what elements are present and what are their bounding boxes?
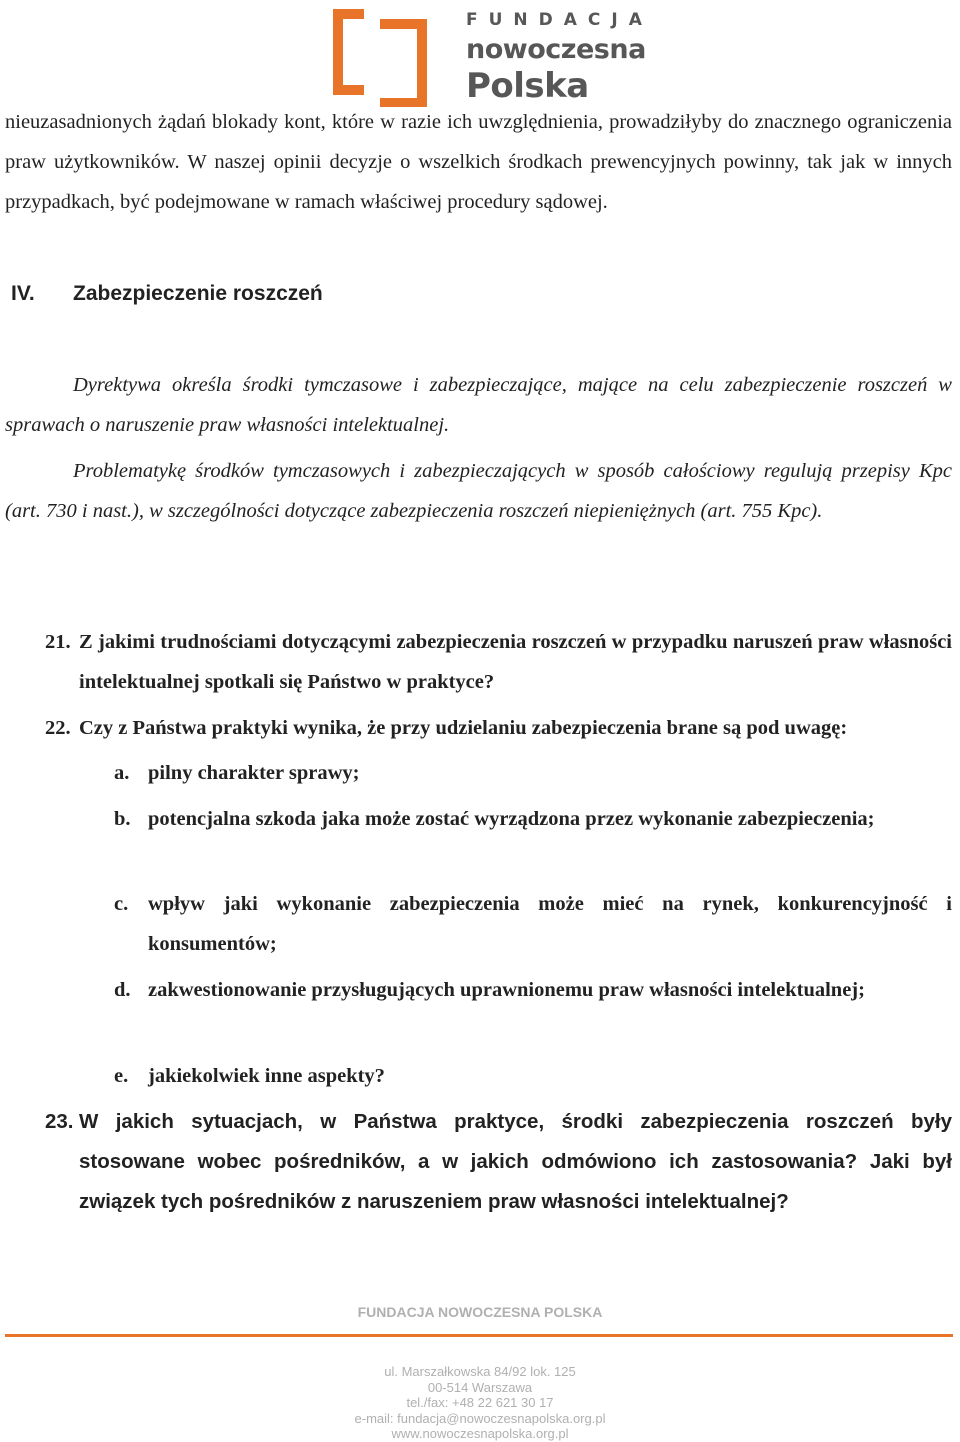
- logo-line-polska: Polska: [466, 66, 589, 106]
- italic-paragraph-2: [5, 451, 952, 531]
- list-item-letter: c.: [114, 893, 129, 915]
- footer-email[interactable]: e-mail: fundacja@nowoczesnapolska.org.pl: [354, 1410, 606, 1426]
- question-text: W jakich sytuacjach, w Państwa praktyce, środki zabezpieczenia roszczeń były stosowane wobec pośredników, a w jakich odmówiono ich zastosowania? Jaki był związek tych pośredników z naruszeniem praw własności intelektualnej?: [79, 1110, 952, 1213]
- logo-line-nowoczesna: nowoczesna: [466, 34, 646, 65]
- footer-website-link[interactable]: www.nowoczesnapolska.org.pl: [391, 1426, 569, 1442]
- list-item-letter: b.: [114, 808, 131, 830]
- section-title: Zabezpieczenie roszczeń: [73, 282, 323, 305]
- list-item-text: potencjalna szkoda jaka może zostać wyrządzona przez wykonanie zabezpieczenia;: [148, 808, 875, 830]
- list-item-b: [114, 799, 952, 839]
- list-item-letter: d.: [114, 979, 131, 1001]
- list-item-text: zakwestionowanie przysługujących uprawnionemu praw własności intelektualnej;: [148, 979, 865, 1001]
- list-item-d: [114, 970, 952, 1010]
- question-21: [45, 622, 952, 702]
- italic-paragraph-1: [5, 365, 952, 445]
- footer-address: ul. Marszałkowska 84/92 lok. 125: [384, 1364, 576, 1379]
- question-23: [45, 1102, 952, 1222]
- question-text: Z jakimi trudnościami dotyczącymi zabezpieczenia roszczeń w przypadku naruszeń praw własności intelektualnej spotkali się Państwo w praktyce?: [79, 631, 952, 693]
- section-number: IV.: [11, 282, 35, 305]
- list-item-text: pilny charakter sprawy;: [148, 762, 360, 784]
- list-item-text: jakiekolwiek inne aspekty?: [148, 1065, 385, 1087]
- logo-line-fundacja: FUNDACJA: [466, 10, 653, 30]
- intro-paragraph: nieuzasadnionych żądań blokady kont, które w razie ich uwzględnienia, prowadziłyby do znacznego ograniczenia praw użytkowników. W naszej opinii decyzje o wszelkich środkach prewencyjnych powinny, tak jak w innych przypadkach, być podejmowane w ramach właściwej procedury sądowej.: [5, 111, 952, 213]
- italic-paragraph-1-text: Dyrektywa określa środki tymczasowe i zabezpieczające, mające na celu zabezpieczenie roszczeń w sprawach o naruszenie praw własności intelektualnej.: [5, 374, 952, 436]
- question-22: [45, 708, 952, 748]
- question-text: Czy z Państwa praktyki wynika, że przy udzielaniu zabezpieczenia brane są pod uwagę:: [79, 717, 848, 739]
- footer-org-name: FUNDACJA NOWOCZESNA POLSKA: [357, 1304, 603, 1320]
- list-item-e: [114, 1056, 952, 1096]
- footer-contact: [0, 1364, 960, 1442]
- list-item-letter: e.: [114, 1065, 129, 1087]
- list-item-c: [114, 884, 952, 964]
- italic-paragraph-2-text: Problematykę środków tymczasowych i zabezpieczających w sposób całościowy regulują przepisy Kpc (art. 730 i nast.), w szczególności dotyczące zabezpieczenia roszczeń niepieniężnych (art. 755 Kpc).: [5, 460, 952, 522]
- question-number: 21.: [45, 631, 71, 653]
- list-item-text: wpływ jaki wykonanie zabezpieczenia może mieć na rynek, konkurencyjność i konsumentów;: [148, 893, 952, 955]
- foundation-logo-mark-icon: [330, 6, 432, 107]
- footer-city: 00-514 Warszawa: [427, 1379, 533, 1395]
- section-heading: [11, 276, 323, 312]
- list-item-a: [114, 753, 952, 793]
- footer-divider: [5, 1334, 953, 1337]
- question-number: 23.: [45, 1110, 74, 1133]
- list-item-letter: a.: [114, 762, 130, 784]
- footer-phone: tel./fax: +48 22 621 30 17: [406, 1395, 554, 1411]
- question-number: 22.: [45, 717, 71, 739]
